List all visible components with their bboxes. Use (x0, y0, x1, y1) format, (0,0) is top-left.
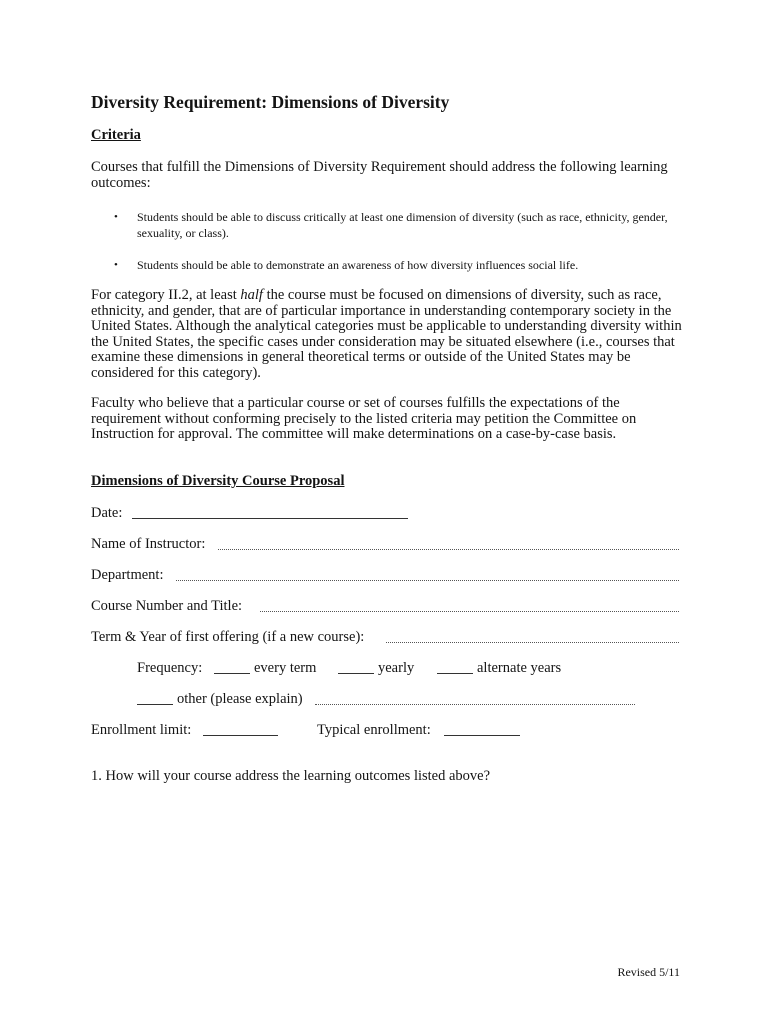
enrollment-limit-label: Enrollment limit: (91, 722, 192, 738)
frequency-label: Frequency: (137, 660, 203, 676)
enrollment-limit-field[interactable] (203, 735, 278, 736)
other-blank[interactable] (137, 704, 173, 705)
criteria-heading: Criteria (91, 127, 141, 143)
criteria-intro: Courses that fulfill the Dimensions of Diversity Requirement should address the following learning outcomes: (91, 159, 668, 191)
yearly-label: yearly (378, 660, 415, 676)
date-field[interactable] (132, 518, 408, 519)
bullet-symbol-2: • (114, 259, 118, 271)
category-paragraph-end: the course must be focused on dimensions of diversity, such as race, ethnicity, and gender, that are of particular importance in understanding contemporary society in the United States. Although the analytical categories must be applicable to understanding diversity within the United States, the specific cases under consideration may be situated elsewhere (i.e., courses that examine these dimensions in general theoretical terms or outside of the United States may be considered for this category). (91, 287, 682, 381)
other-label: other (please explain) (177, 691, 303, 707)
category-paragraph-start: For category II.2, at least (91, 287, 241, 303)
instructor-label: Name of Instructor: (91, 536, 206, 552)
alternate-years-label: alternate years (477, 660, 562, 676)
course-field[interactable] (260, 611, 679, 612)
term-field[interactable] (386, 642, 679, 643)
alternate-years-blank[interactable] (437, 673, 473, 674)
yearly-blank[interactable] (338, 673, 374, 674)
proposal-heading: Dimensions of Diversity Course Proposal (91, 473, 345, 489)
instructor-field[interactable] (218, 549, 679, 550)
other-explain-field[interactable] (315, 704, 635, 705)
typical-enrollment-field[interactable] (444, 735, 520, 736)
bullet-symbol-1: • (114, 211, 118, 223)
every-term-label: every term (254, 660, 317, 676)
category-paragraph (91, 288, 691, 382)
page-title: Diversity Requirement: Dimensions of Diversity (91, 92, 450, 112)
revision-footer: Revised 5/11 (617, 965, 680, 979)
category-paragraph-emphasis: half (240, 287, 263, 303)
criteria-bullet-2: Students should be able to demonstrate an awareness of how diversity influences social life. (137, 258, 579, 272)
date-label: Date: (91, 505, 123, 521)
every-term-blank[interactable] (214, 673, 250, 674)
department-field[interactable] (176, 580, 679, 581)
department-label: Department: (91, 567, 164, 583)
question-1: 1. How will your course address the learning outcomes listed above? (91, 768, 491, 784)
criteria-bullet-1: Students should be able to discuss critically at least one dimension of diversity (such as race, ethnicity, gender, sexuality, or class). (137, 210, 668, 240)
typical-enrollment-label: Typical enrollment: (317, 722, 431, 738)
faculty-paragraph: Faculty who believe that a particular course or set of courses fulfills the expectations of the requirement without conforming precisely to the listed criteria may petition the Committee on Instruction for approval. The committee will make determinations on a case-by-case basis. (91, 395, 637, 443)
course-label: Course Number and Title: (91, 598, 243, 614)
term-label: Term & Year of first offering (if a new course): (91, 629, 365, 645)
